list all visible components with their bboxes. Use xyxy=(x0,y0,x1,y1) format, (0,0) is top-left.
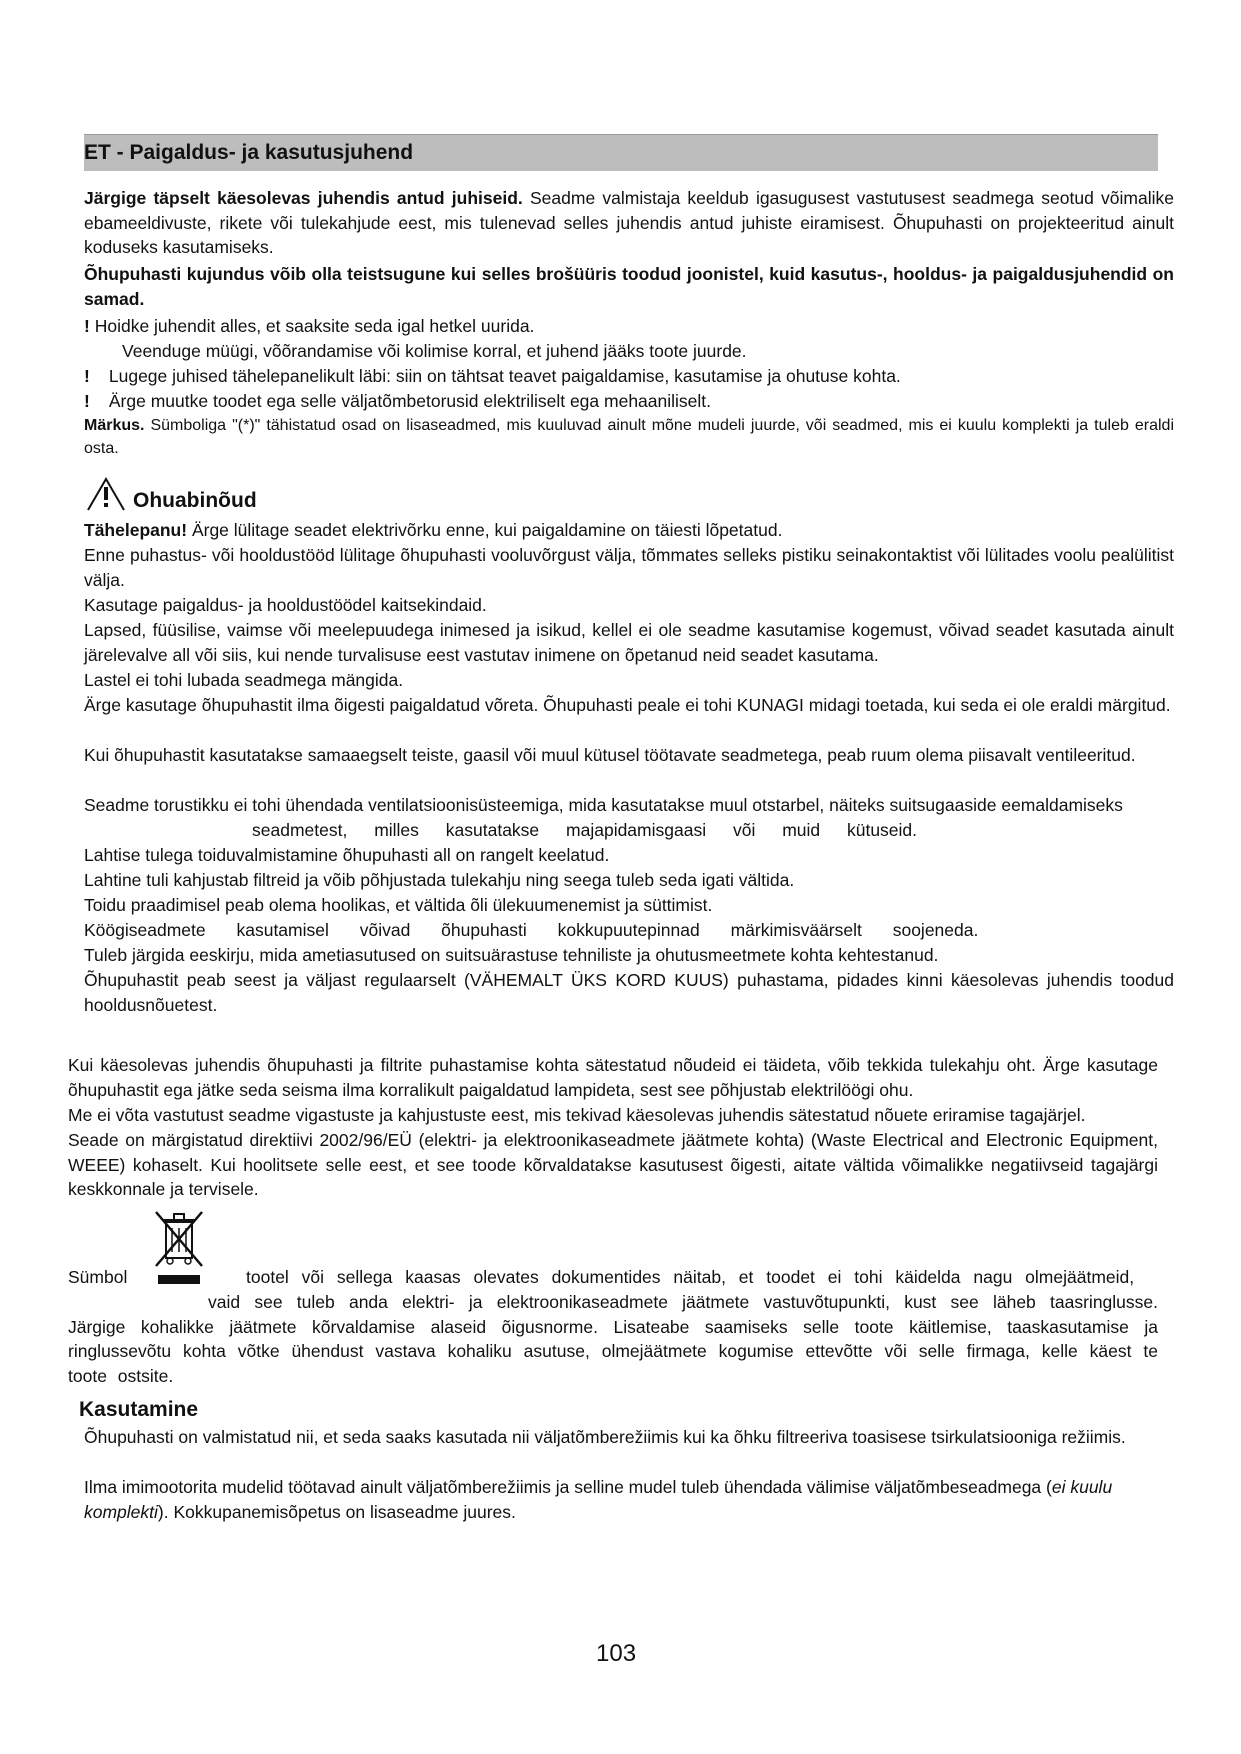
usage-modes: Õhupuhasti on valmistatud nii, et seda saaks kasutada nii väljatõmberežiimis kui ka õhku filtreeriva toasisese tsirkulatsiooniga režiimis. xyxy=(84,1427,1126,1447)
note-text: Sümboliga "(*)" tähistatud osad on lisaseadmed, mis kuuluvad ainult mõne mudeli juurde, või seadmed, mis ei kuulu komplekti ja tuleb eraldi osta. xyxy=(84,417,1174,457)
safety-duct: Seadme torustikku ei tohi ühendada ventilatsioonisüsteemiga, mida kasutatakse muul otstarbel, näiteks suitsugaaside eemaldamiseks xyxy=(84,795,1123,815)
safety-fire: Lahtine tuli kahjustab filtreid ja võib põhjustada tulekahju ning seega tuleb seda igati vältida. xyxy=(84,870,795,890)
intro-design-note: Õhupuhasti kujundus võib olla teistsugune kui selles brošüüris toodud joonistel, kuid kasutus-, hooldus- ja paigaldusjuhendid on samad. xyxy=(84,264,1174,309)
symbol-text-cont: vaid see tuleb anda elektri- ja elektroonikaseadmete jäätmete vastuvõtupunkti, kust see läheb taasringlusse. Järgige kohalikke jäätmete kõrvaldamise alaseid õigusnorme. Lisateabe saamiseks selle toote käitlemise, taaskasutamise ja ringlussevõtu kohta võtke ühendust vastava kohaliku asutuse, olmejäätmete kogumise ettevõtte või selle firmaga, kelle käest te toote ostsite. xyxy=(68,1292,1158,1386)
safety-open-flame: Lahtise tulega toiduvalmistamine õhupuhasti all on rangelt keelatud. xyxy=(84,845,610,865)
bullet-read-carefully-text: Lugege juhised tähelepanelikult läbi: siin on tähtsat teavet paigaldamise, kasutamise ja ohutuse kohta. xyxy=(108,366,901,386)
intro-text: Seadme valmistaja keeldub igasugusest vastutusest seadmega seotud võimalike ebameeldivuste, rikete või tulekahjude eest, mis tulenevad selles juhendis antud juhiste eiramisest. Õhupuhasti on projekteeritud ainult koduseks kasutamiseks. xyxy=(84,188,1174,257)
bang-mark: ! xyxy=(84,366,90,386)
intro-paragraph xyxy=(84,186,1174,260)
bullet-keep-manual-text: Hoidke juhendit alles, et saaksite seda igal hetkel uurida. xyxy=(94,316,535,336)
attention-label: Tähelepanu! xyxy=(84,520,188,540)
usage-no-motor-end: ). Kokkupanemisõpetus on lisaseadme juures. xyxy=(157,1501,516,1522)
safety-no-play: Lastel ei tohi lubada seadmega mängida. xyxy=(84,670,404,690)
bang-mark: ! xyxy=(84,391,90,411)
safety-heading: Ohuabinõud xyxy=(133,489,257,512)
bang-mark: ! xyxy=(84,316,90,336)
bullet-keep-manual xyxy=(84,314,1174,339)
safety-regulations: Tuleb järgida eeskirju, mida ametiasutused on suitsuärastuse tehniliste ja ohutusmeetmete kohta kehtestanud. xyxy=(84,945,939,965)
bullet-do-not-modify xyxy=(84,389,1174,414)
crossed-bin-icon xyxy=(150,1208,208,1268)
bullet-read-carefully xyxy=(84,364,1174,389)
symbol-label: Sümbol xyxy=(68,1267,128,1287)
disposal-risk: Kui käesolevas juhendis õhupuhasti ja filtrite puhastamise kohta sätestatud nõudeid ei täideta, võib tekkida tulekahju oht. Ärge kasutage õhupuhastit ega jätke seda seisma ilma korralikult paigaldatud lampideta, sest see põhjustab elektrilöögi ohu. xyxy=(68,1055,1158,1100)
usage-heading: Kasutamine xyxy=(79,1398,199,1421)
warning-triangle-icon xyxy=(84,476,128,512)
section-header-title: ET - Paigaldus- ja kasutusjuhend xyxy=(84,141,414,164)
usage-no-motor-text: Ilma imimootorita mudelid töötavad ainult väljatõmberežiimis ja selline mudel tuleb ühendada välimise väljatõmbeseadmega ( xyxy=(84,1477,1052,1497)
safety-children: Lapsed, füüsilise, vaimse või meelepuudega inimesed ja isikud, kellel ei ole seadme kasutamise kogemust, võivad seadet kasutada ainult järelevalve all või siis, kui nende turvalisuse eest vastutav inimene on õpetanud neid seadet kasutama. xyxy=(84,620,1174,665)
safety-monthly-clean: Õhupuhastit peab seest ja väljast regulaarselt (VÄHEMALT ÜKS KORD KUUS) puhastama, pidades kinni käesolevas juhendis toodud hooldusnõuetest. xyxy=(84,970,1174,1015)
safety-frying: Toidu praadimisel peab olema hoolikas, et vältida õli ülekuumenemist ja süttimist. xyxy=(84,895,713,915)
note-label: Märkus. xyxy=(84,417,145,434)
usage-not-included: ei kuulu komplekti xyxy=(84,1477,1113,1522)
safety-ventilation: Kui õhupuhastit kasutatakse samaaegselt teiste, gaasil või muul kütusel töötavate seadmetega, peab ruum olema piisavalt ventileeritud. xyxy=(84,745,1136,765)
bullet-do-not-modify-text: Ärge muutke toodet ega selle väljatõmbetorusid elektriliselt ega mehaaniliselt. xyxy=(108,391,712,411)
safety-hot-surfaces: Köögiseadmete kasutamisel võivad õhupuhasti kokkupuutepinnad märkimisväärselt soojeneda. xyxy=(84,920,979,940)
symbol-text: tootel või sellega kaasas olevates dokumentides näitab, et toodet ei tohi käidelda nagu olmejäätmeid, xyxy=(246,1267,1135,1287)
note-paragraph xyxy=(84,414,1174,460)
intro-bold-lead: Järgige täpselt käesolevas juhendis antud juhiseid. xyxy=(84,188,523,208)
weee-underline-bar xyxy=(158,1275,200,1284)
disposal-weee: Seade on märgistatud direktiivi 2002/96/EÜ (elektri- ja elektroonikaseadmete jäätmete kohta) (Waste Electrical and Electronic Equipment, WEEE) kohaselt. Kui hoolitsete selle eest, et see toode kõrvaldatakse kasutusest õigesti, aitate vältida võimalikke negatiivseid tagajärgi keskkonnale ja tervisele. xyxy=(68,1130,1158,1199)
usage-no-motor xyxy=(84,1475,1174,1524)
attention-text: Ärge lülitage seadet elektrivõrku enne, kui paigaldamine on täiesti lõpetatud. xyxy=(187,520,783,540)
page-number: 103 xyxy=(596,1640,637,1667)
bullet-keep-manual-cont: Veenduge müügi, võõrandamise või kolimise korral, et juhend jääks toote juurde. xyxy=(122,341,747,361)
safety-duct-cont: seadmetest, milles kasutatakse majapidamisgaasi või muid kütuseid. xyxy=(252,820,918,840)
safety-gloves: Kasutage paigaldus- ja hooldustöödel kaitsekindaid. xyxy=(84,595,487,615)
safety-unplug: Enne puhastus- või hooldustööd lülitage õhupuhasti vooluvõrgust välja, tõmmates selleks pistiku seinakontaktist või lülitades voolu pealülitist välja. xyxy=(84,545,1174,590)
disposal-liability: Me ei võta vastutust seadme vigastuste ja kahjustuste eest, mis tekivad käesolevas juhendis sätestatud nõuete eriramise tagajärjel. xyxy=(68,1105,1086,1125)
safety-grid: Ärge kasutage õhupuhastit ilma õigesti paigaldatud võreta. Õhupuhasti peale ei tohi KUNAGI midagi toetada, kui seda ei ole eraldi märgitud. xyxy=(84,695,1171,715)
attention-paragraph xyxy=(84,518,1174,543)
